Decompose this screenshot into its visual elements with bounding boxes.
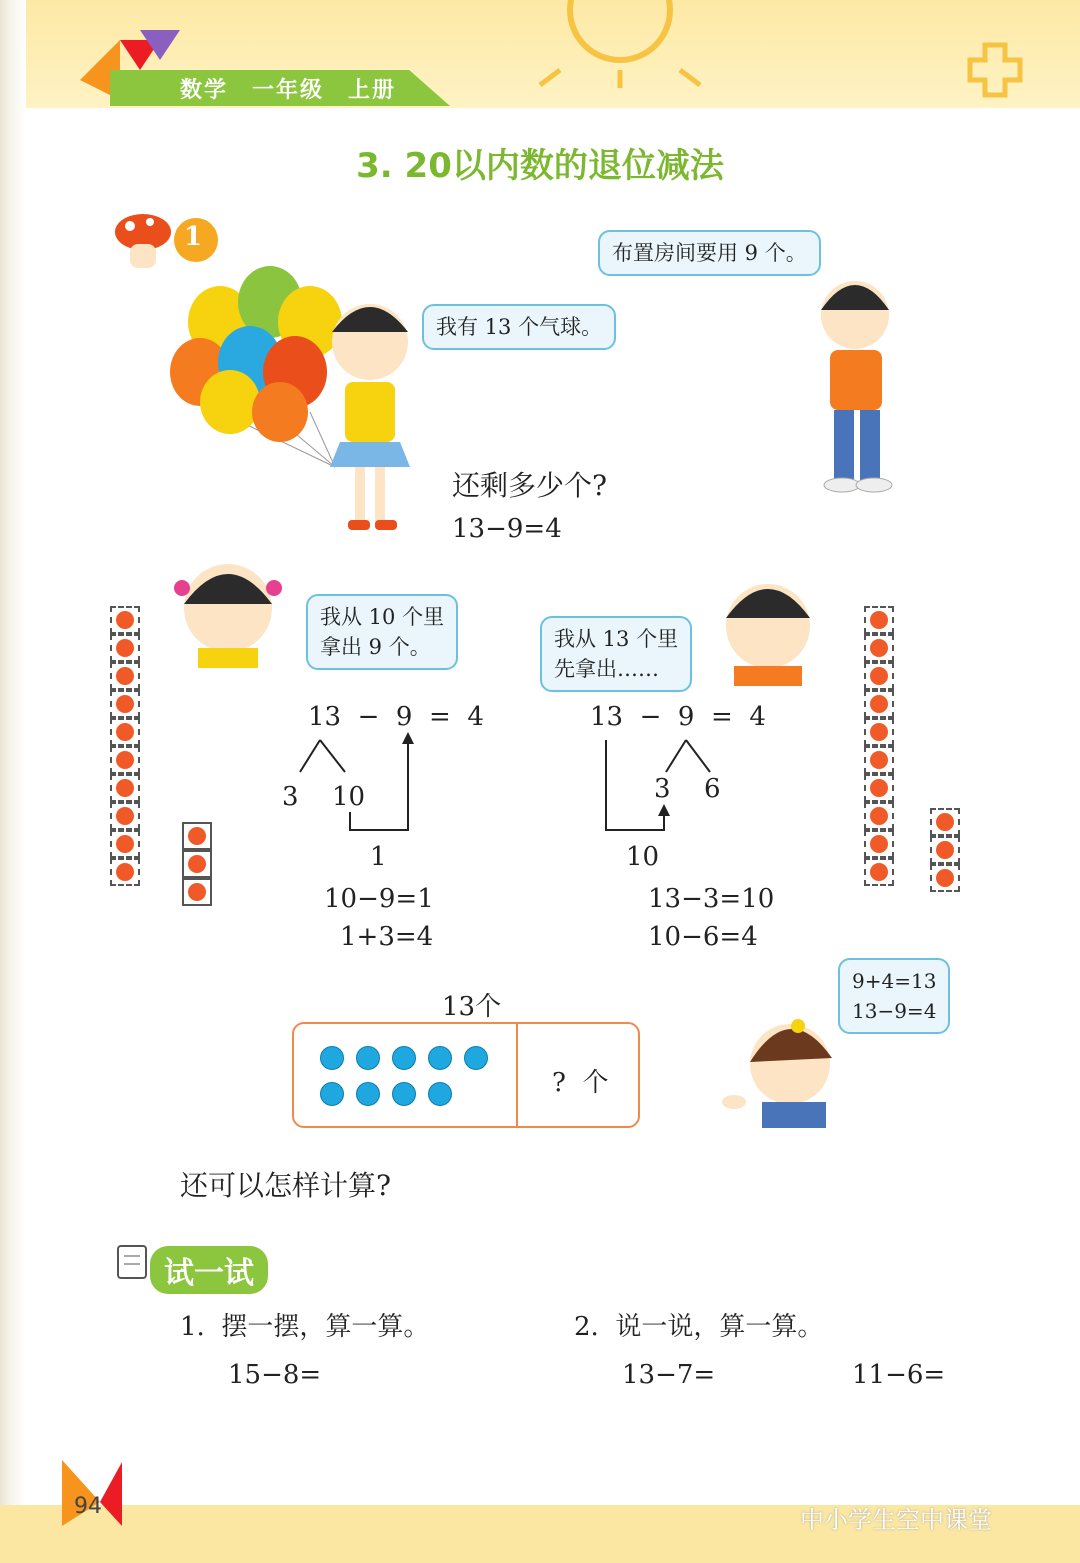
girl-speech-bubble: 我有 13 个气球。 [422, 304, 616, 350]
method2-step2: 10−6=4 [648, 922, 758, 952]
orange-dot [870, 779, 888, 797]
ones-cube [930, 864, 960, 892]
tens-rod-cell [110, 690, 140, 718]
balloons-girl-illustration [160, 262, 450, 552]
tens-rod-cell [864, 774, 894, 802]
tens-rod-cell [864, 690, 894, 718]
tens-rod-cell [110, 634, 140, 662]
tens-rod-cell [110, 718, 140, 746]
boy-speech-bubble: 布置房间要用 9 个。 [598, 230, 821, 276]
orange-dot [116, 863, 134, 881]
orange-dot [116, 751, 134, 769]
book-title: 数学 一年级 上册 [180, 78, 397, 103]
orange-dot [870, 695, 888, 713]
ones-cubes-left [182, 822, 212, 906]
method2-equation: 13 − 9 = 4 [590, 702, 766, 732]
task1-equation: 15−8= [228, 1360, 322, 1390]
blue-dot [320, 1046, 344, 1070]
method1-bubble-line2: 拿出 9 个。 [320, 635, 431, 659]
tens-rod-cell [110, 606, 140, 634]
orange-dot [870, 723, 888, 741]
blue-dot [464, 1046, 488, 1070]
orange-dot [188, 883, 206, 901]
method2-split-left: 3 [654, 774, 671, 804]
girl-face-illustration [168, 548, 288, 668]
orange-dot [870, 639, 888, 657]
orange-dot [116, 667, 134, 685]
tens-rod-cell [864, 718, 894, 746]
tens-rod-cell [110, 830, 140, 858]
model-unknown-label: ? 个 [552, 1068, 609, 1098]
task2-equation2: 11−6= [852, 1360, 946, 1390]
boy-illustration [790, 270, 920, 500]
blue-dot [392, 1082, 416, 1106]
orange-dot [116, 723, 134, 741]
blue-dots-group [320, 1046, 490, 1106]
orange-dot [116, 807, 134, 825]
notebook-icon [112, 1242, 152, 1282]
orange-dot [936, 841, 954, 859]
watermark-text: 中小学生空中课堂 [800, 1506, 992, 1534]
lesson-title: 3. 20以内数的退位减法 [356, 146, 724, 186]
girl2-bubble-line1: 9+4=13 [852, 969, 937, 993]
ones-cubes-right [930, 808, 960, 892]
method1-result: 1 [370, 842, 387, 872]
tens-rod-cell [110, 746, 140, 774]
method1-equation: 13 − 9 = 4 [308, 702, 484, 732]
method2-split-right: 6 [704, 774, 721, 804]
blue-dot [320, 1082, 344, 1106]
orange-dot [870, 835, 888, 853]
orange-dot [870, 863, 888, 881]
orange-dot [936, 813, 954, 831]
method2-step1: 13−3=10 [648, 884, 775, 914]
tens-rod-left [110, 606, 140, 886]
orange-dot [870, 751, 888, 769]
blue-dot [356, 1082, 380, 1106]
tens-rod-cell [864, 634, 894, 662]
method1-speech-bubble [306, 594, 458, 670]
blue-dot [428, 1082, 452, 1106]
orange-dot [188, 855, 206, 873]
part-whole-box [292, 1022, 640, 1128]
blue-dot [392, 1046, 416, 1070]
page-edge [0, 0, 26, 1563]
method1-step1: 10−9=1 [324, 884, 434, 914]
other-way-question: 还可以怎样计算? [180, 1169, 392, 1202]
tens-rod-cell [864, 830, 894, 858]
ones-cube [182, 878, 212, 906]
orange-dot [116, 639, 134, 657]
orange-dot [870, 807, 888, 825]
girl2-bubble-line2: 13−9=4 [852, 999, 937, 1023]
sun-icon [520, 0, 720, 90]
page-number: 94 [74, 1494, 102, 1519]
example-number: 1 [184, 222, 203, 252]
method2-result: 10 [626, 842, 660, 872]
task1-instruction: 1. 摆一摆，算一算。 [180, 1312, 430, 1342]
task2-equation1: 13−7= [622, 1360, 716, 1390]
orange-dot [870, 667, 888, 685]
ones-cube [182, 822, 212, 850]
orange-dot [116, 611, 134, 629]
method2-bubble-line1: 我从 13 个里 [554, 627, 679, 651]
method1-step2: 1+3=4 [340, 922, 434, 952]
ones-cube [930, 808, 960, 836]
orange-dot [936, 869, 954, 887]
main-equation: 13−9=4 [452, 514, 562, 544]
box-divider [516, 1024, 518, 1126]
blue-dot [356, 1046, 380, 1070]
orange-dot [116, 835, 134, 853]
method1-bubble-line1: 我从 10 个里 [320, 605, 445, 629]
orange-dot [116, 695, 134, 713]
model-total-label: 13个 [442, 992, 502, 1022]
blue-dot [428, 1046, 452, 1070]
orange-dot [116, 779, 134, 797]
tens-rod-cell [864, 858, 894, 886]
tens-rod-right [864, 606, 894, 886]
ones-cube [930, 836, 960, 864]
method1-split-left: 3 [282, 782, 299, 812]
tens-rod-cell [110, 802, 140, 830]
tens-rod-cell [864, 802, 894, 830]
tens-rod-cell [864, 606, 894, 634]
ones-cube [182, 850, 212, 878]
girl2-speech-bubble [838, 958, 950, 1034]
girl-pointing-illustration [720, 1004, 840, 1128]
task2-instruction: 2. 说一说，算一算。 [574, 1312, 824, 1342]
tens-rod-cell [864, 662, 894, 690]
orange-dot [870, 611, 888, 629]
tens-rod-cell [864, 746, 894, 774]
try-it-label: 试一试 [150, 1246, 268, 1294]
tens-rod-cell [110, 774, 140, 802]
method2-speech-bubble [540, 616, 692, 692]
tens-rod-cell [110, 662, 140, 690]
boy-face-illustration [712, 566, 824, 686]
plus-sign-icon [960, 40, 1030, 100]
method2-bubble-line2: 先拿出…… [554, 657, 659, 681]
method1-split-right: 10 [332, 782, 366, 812]
tens-rod-cell [110, 858, 140, 886]
orange-dot [188, 827, 206, 845]
question-remaining: 还剩多少个? [452, 469, 608, 502]
